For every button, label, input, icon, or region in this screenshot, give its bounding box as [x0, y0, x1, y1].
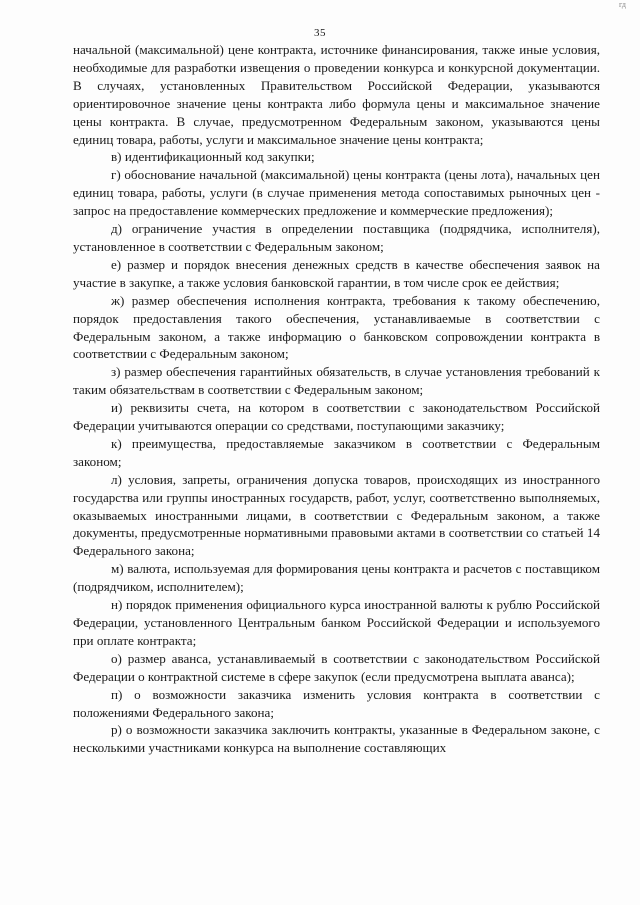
paragraph-item-p: п) о возможности заказчика изменить условия контракта в соответствии с положениями Федерального закона; [73, 686, 600, 720]
corner-mark: гд [619, 0, 626, 9]
paragraph-item-z: з) размер обеспечения гарантийных обязательств, в случае установления требований к таким обязательствам в соответствии с Федеральным законом; [73, 364, 600, 398]
paragraph-item-g: г) обоснование начальной (максимальной) цены контракта (цены лота), начальных цен единиц товара, работы, услуги (в случае применения метода сопоставимых рыночных цен - запрос на предоставление коммерческих предложение и коммерческие предложения); [73, 167, 600, 219]
paragraph-item-m: м) валюта, используемая для формирования цены контракта и расчетов с поставщиком (подрядчиком, исполнителем); [73, 561, 600, 595]
paragraph-item-zh: ж) размер обеспечения исполнения контракта, требования к такому обеспечению, порядок предоставления такого обеспечения, устанавливаемые в соответствии с Федеральным законом, а также информацию о банковском сопровождении контракта в соответствии с Федеральным законом; [73, 292, 600, 362]
paragraph-item-n: н) порядок применения официального курса иностранной валюты к рублю Российской Федерации, установленного Центральным банком Российской Федерации и используемого при оплате контракта; [73, 597, 600, 648]
paragraph-item-o: о) размер аванса, устанавливаемый в соответствии с законодательством Российской Федерации о контрактной системе в сфере закупок (если предусмотрена выплата аванса); [73, 650, 600, 684]
paragraph-item-r: р) о возможности заказчика заключить контракты, указанные в Федеральном законе, с несколькими участниками конкурса на выполнение составляющих [73, 722, 600, 756]
page-number: 35 [314, 27, 326, 39]
paragraph-item-l: л) условия, запреты, ограничения допуска товаров, происходящих из иностранного государства или группы иностранных государств, работ, услуг, соответственно выполняемых, оказываемых иностранными лицами, в соответствии с Федеральным законом, а также документы, предусмотренные нормативными правовыми актами в соответствии со статьей 14 Федерального закона; [73, 471, 600, 559]
paragraph-continuation: начальной (максимальной) цене контракта, источнике финансирования, также иные условия, необходимые для разработки извещения о проведении конкурса и конкурсной документации. В случаях, установленных Правительством Российской Федерации, указываются ориентировочное значение цены контракта либо формула цены и максимальное значение цены контракта. В случае, предусмотренном Федеральным законом, указываются цены единиц товара, работы, услуги и максимальное значение цены контракта; [73, 42, 600, 147]
paragraph-item-i: и) реквизиты счета, на котором в соответствии с законодательством Российской Федерации учитываются операции со средствами, поступающими заказчику; [73, 400, 600, 434]
body-text [73, 41, 600, 757]
paragraph-item-v: в) идентификационный код закупки; [111, 149, 315, 165]
paragraph-item-e: е) размер и порядок внесения денежных средств в качестве обеспечения заявок на участие в закупке, а также условия банковской гарантии, в том числе срок ее действия; [73, 256, 600, 290]
paragraph-item-k: к) преимущества, предоставляемые заказчиком в соответствии с Федеральным законом; [73, 435, 600, 469]
paragraph-item-d: д) ограничение участия в определении поставщика (подрядчика, исполнителя), установленное в соответствии с Федеральным законом; [73, 221, 600, 254]
